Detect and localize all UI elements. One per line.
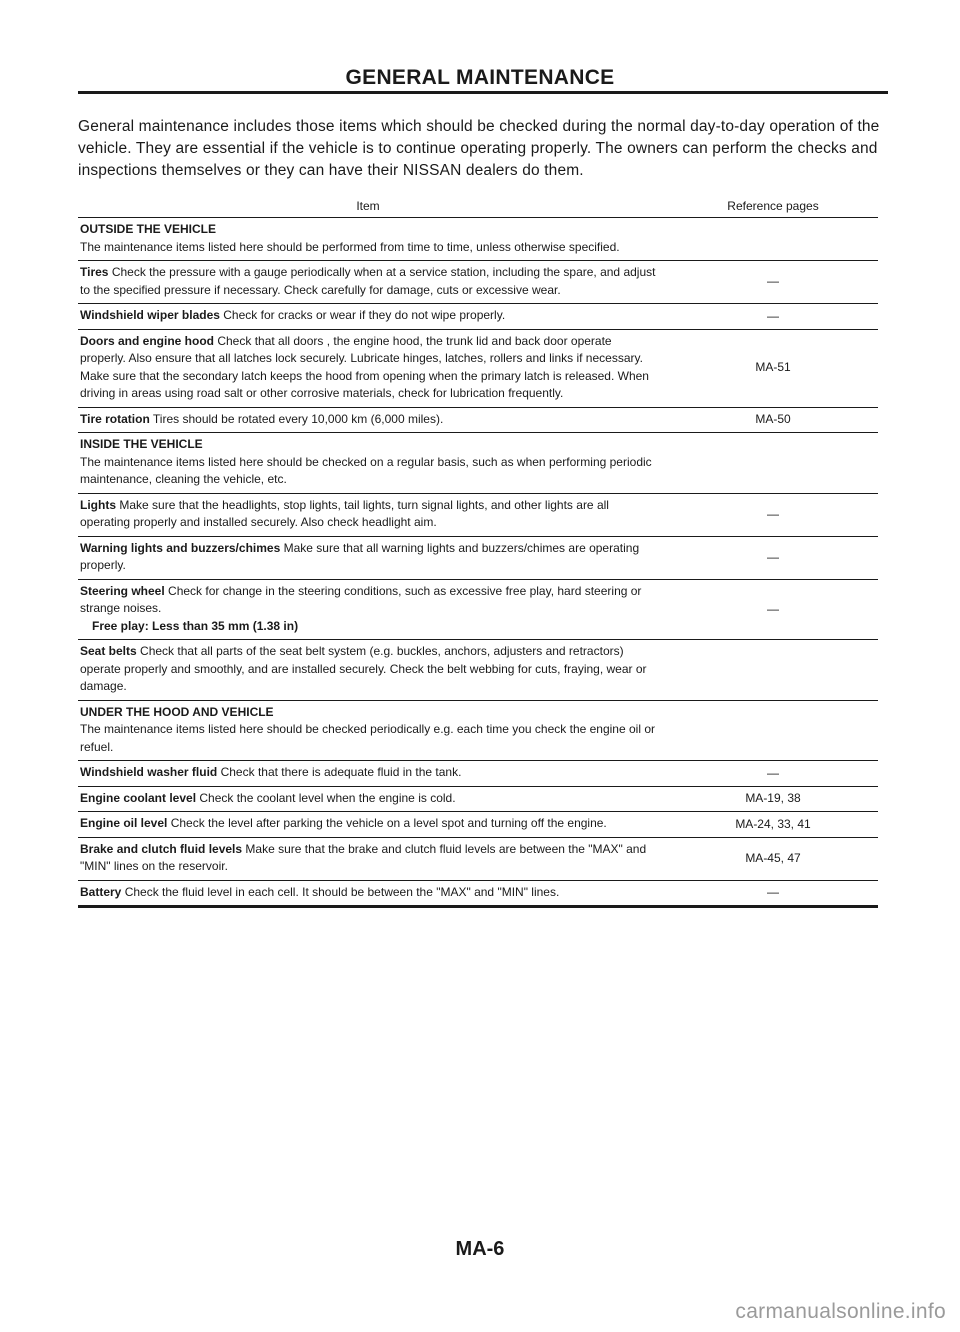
reference-cell — [658, 408, 878, 433]
reference-cell — [658, 304, 878, 329]
item-cell — [78, 580, 658, 640]
item-term: Engine coolant level — [80, 790, 197, 805]
reference-cell — [658, 537, 878, 579]
item-description: The maintenance items listed here should be checked periodically e.g. each time you check the engine oil or refuel. — [80, 722, 655, 754]
reference-pages-value: — — [767, 601, 779, 616]
table-row — [78, 433, 878, 494]
item-cell — [78, 304, 658, 329]
table-header — [78, 196, 878, 218]
table-row — [78, 218, 878, 261]
maintenance-table — [78, 196, 878, 908]
item-term: Brake and clutch fluid levels — [80, 841, 243, 856]
item-description: Check that all doors , the engine hood, the trunk lid and back door operate properly. Also ensure that all latches lock securely. Lubricate hinges, latches, rollers and links if necessary. Make sure that the secondary latch keeps the hood from opening when the primary latch is released. When driving in areas using road salt or other corrosive materials, check for lubrication frequently. — [80, 333, 649, 400]
reference-cell — [658, 261, 878, 303]
item-cell — [78, 408, 658, 433]
item-description: Check the fluid level in each cell. It should be between the "MAX" and "MIN" lines. — [124, 884, 560, 899]
table-row — [78, 881, 878, 909]
watermark: carmanualsonline.info — [735, 1300, 946, 1323]
item-cell — [78, 218, 658, 260]
item-cell — [78, 494, 658, 536]
section-heading: OUTSIDE THE VEHICLE — [80, 222, 217, 236]
item-description: Make sure that the headlights, stop lights, tail lights, turn signal lights, and other lights are all operating properly and installed securely. Also check headlight aim. — [80, 497, 609, 529]
reference-cell — [658, 787, 878, 812]
reference-pages-value: — — [767, 549, 779, 564]
item-cell — [78, 330, 658, 407]
intro-paragraph: General maintenance includes those items which should be checked during the normal day-to-day operation of the vehicle. They are essential if the vehicle is to continue operating properly. The owners can perform the checks and inspections themselves or they can have their NISSAN dealers do them. — [78, 118, 880, 179]
reference-cell — [658, 640, 878, 700]
reference-pages-value: — — [767, 506, 779, 521]
item-description: Check the coolant level when the engine is cold. — [199, 790, 456, 805]
reference-cell — [658, 433, 878, 493]
item-description: Make sure that the brake and clutch fluid levels are between the "MAX" and "MIN" lines on the reservoir. — [80, 841, 647, 873]
item-term: Engine oil level — [80, 816, 168, 830]
reference-pages-value: MA-24, 33, 41 — [735, 816, 811, 831]
header-reference-pages: Reference pages — [727, 198, 819, 213]
table-row — [78, 761, 878, 787]
item-term: Steering wheel — [80, 583, 165, 598]
table-row — [78, 537, 878, 580]
item-term: Tire rotation — [80, 411, 150, 426]
item-cell — [78, 761, 658, 786]
table-row — [78, 408, 878, 434]
item-specification: Free play: Less than 35 mm (1.38 in) — [92, 618, 299, 633]
table-row — [78, 787, 878, 813]
reference-cell — [658, 218, 878, 260]
reference-pages-value: MA-45, 47 — [745, 850, 801, 865]
reference-cell — [658, 761, 878, 786]
reference-pages-value: — — [767, 308, 779, 323]
reference-pages-value: MA-51 — [755, 360, 791, 375]
reference-cell — [658, 881, 878, 906]
item-description: Check that there is adequate fluid in the tank. — [220, 765, 462, 779]
reference-cell — [658, 580, 878, 640]
item-description: The maintenance items listed here should be performed from time to time, unless otherwise specified. — [80, 239, 620, 254]
table-row — [78, 838, 878, 881]
table-row — [78, 640, 878, 701]
item-cell — [78, 701, 658, 761]
item-cell — [78, 433, 658, 493]
reference-pages-value: — — [767, 274, 779, 289]
table-row — [78, 330, 878, 408]
item-cell — [78, 261, 658, 303]
table-row — [78, 494, 878, 537]
item-description: Check the pressure with a gauge periodically when at a service station, including the spare, and adjust to the specified pressure if necessary. Check carefully for damage, cuts or excessive wear. — [80, 265, 656, 297]
reference-cell — [658, 701, 878, 761]
reference-cell — [658, 838, 878, 880]
item-term: Lights — [80, 497, 116, 512]
item-cell — [78, 881, 658, 906]
reference-cell — [658, 330, 878, 407]
item-description: Check the level after parking the vehicle on a level spot and turning off the engine. — [170, 816, 607, 830]
item-cell — [78, 640, 658, 700]
reference-cell — [658, 812, 878, 837]
item-description: Check for cracks or wear if they do not wipe properly. — [223, 308, 506, 322]
item-term: Doors and engine hood — [80, 333, 214, 348]
item-cell — [78, 537, 658, 579]
item-cell — [78, 838, 658, 880]
table-row — [78, 304, 878, 330]
item-description: Make sure that all warning lights and buzzers/chimes are operating properly. — [80, 540, 640, 572]
item-description: Check for change in the steering conditions, such as excessive free play, hard steering or strange noises. — [80, 583, 642, 615]
table-row — [78, 701, 878, 762]
item-term: Warning lights and buzzers/chimes — [80, 540, 281, 555]
item-description: Tires should be rotated every 10,000 km (6,000 miles). — [152, 411, 444, 426]
page-title: GENERAL MAINTENANCE — [345, 66, 615, 89]
item-description: Check that all parts of the seat belt system (e.g. buckles, anchors, adjusters and retractors) operate properly and smoothly, and are installed securely. Check the belt webbing for cuts, fraying, wear or damage. — [80, 644, 647, 693]
reference-pages-value: MA-50 — [755, 412, 791, 426]
header-item: Item — [356, 198, 380, 213]
item-cell — [78, 812, 658, 837]
table-row — [78, 812, 878, 838]
reference-pages-value: — — [767, 765, 779, 780]
item-term: Seat belts — [80, 644, 137, 658]
item-cell — [78, 787, 658, 812]
table-row — [78, 580, 878, 641]
reference-cell — [658, 494, 878, 536]
page-number: MA-6 — [455, 1238, 505, 1260]
item-term: Battery — [80, 884, 122, 899]
table-row — [78, 261, 878, 304]
section-heading: UNDER THE HOOD AND VEHICLE — [80, 704, 274, 719]
item-term: Windshield washer fluid — [80, 765, 218, 779]
reference-pages-value: — — [767, 885, 779, 899]
reference-pages-value: MA-19, 38 — [745, 791, 801, 805]
item-term: Tires — [80, 265, 109, 279]
item-description: The maintenance items listed here should be checked on a regular basis, such as when performing periodic maintenance, cleaning the vehicle, etc. — [80, 454, 652, 486]
section-heading: INSIDE THE VEHICLE — [80, 437, 203, 451]
title-rule — [78, 91, 888, 94]
table-body — [78, 218, 878, 908]
item-term: Windshield wiper blades — [80, 308, 220, 322]
